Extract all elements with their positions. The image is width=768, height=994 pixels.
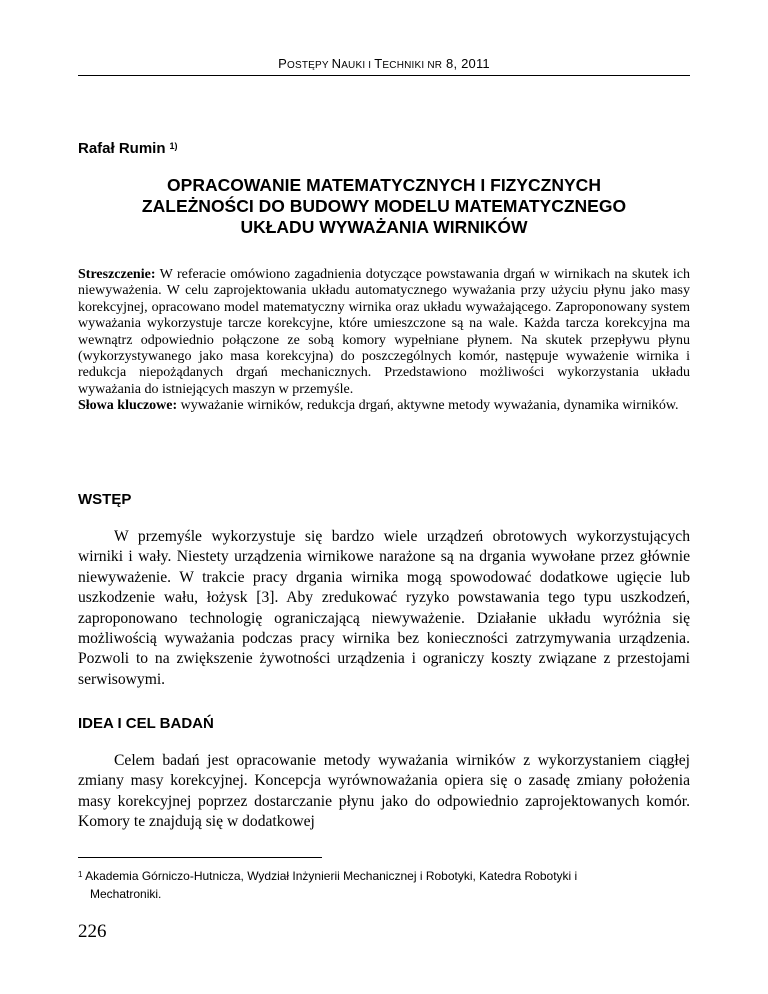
page-number: 226 (78, 921, 107, 942)
title-line: OPRACOWANIE MATEMATYCZNYCH I FIZYCZNYCH (167, 175, 601, 195)
keywords-text: wyważanie wirników, redukcja drgań, aktywne metody wyważania, dynamika wirników. (177, 398, 679, 414)
section-heading-aim: IDEA I CEL BADAŃ (78, 715, 214, 732)
running-head-issue: 8, 2011 (442, 56, 490, 71)
title-line: ZALEŻNOŚCI DO BUDOWY MODELU MATEMATYCZNEGO (141, 196, 627, 216)
running-head-smallcaps: AUKI I (341, 60, 375, 71)
section-heading-intro: WSTĘP (78, 491, 132, 508)
section-paragraph-aim: Celem badań jest opracowanie metody wyważania wirników z wykorzystaniem ciągłej zmiany masy korekcyjnej. Koncepcja wyrównoważania opiera się o zasadę zmiany położenia masy korekcyjnej poprzez dostarczanie płynu jako do odpowiednio zaprojektowanych komór. Komory te znajdują się w dodatkowej (78, 752, 690, 831)
paper-title (78, 175, 690, 238)
footnote (78, 868, 690, 902)
abstract-label: Streszczenie: (78, 267, 156, 282)
footnote-text: Akademia Górniczo-Hutnicza, Wydział Inżynierii Mechanicznej i Robotyki, Katedra Robotyki i (82, 869, 578, 883)
running-head-initial: T (374, 56, 383, 71)
section-paragraph-intro: W przemyśle wykorzystuje się bardzo wiele urządzeń obrotowych wykorzystujących wirniki i wały. Niestety urządzenia wirnikowe narażone są na drgania wywołane przez głównie niewyważenie. W trakcie pracy drgania wirnika mogą spowodować dodatkowe ugięcie lub uszkodzenie wału, łożysk [3]. Aby zredukować ryzyko powstawania tego typu uszkodzeń, zaproponowano technologię ograniczającą niewyważenie. Działanie układu wyróżnia się możliwością wyważania podczas pracy wirnika bez konieczności zatrzymywania urządzenia. Pozwoli to na zwiększenie żywotności urządzenia i ograniczy koszty związane z przestojami serwisowymi. (78, 528, 690, 688)
keywords-label: Słowa kluczowe: (78, 398, 178, 414)
running-head-smallcaps: ECHNIKI NR (382, 60, 443, 71)
running-head-initial: N (331, 56, 342, 71)
author (78, 140, 178, 157)
author-name: Rafał Rumin (78, 140, 166, 157)
footnote-mark: 1 (78, 870, 83, 879)
header-rule (78, 75, 690, 76)
footnote-text-cont: Mechatroniki. (90, 887, 162, 901)
footnote-rule (78, 857, 322, 858)
title-line: UKŁADU WYWAŻANIA WIRNIKÓW (240, 217, 528, 237)
abstract-text: W referacie omówiono zagadnienia dotyczące powstawania drgań w wirnikach na skutek ich niewyważenia. W celu zaprojektowania układu automatycznego wyważania przy użyciu płynu jako masy korekcyjnej, opracowano model matematyczny wirnika oraz układu wyważającego. Zaproponowany system wyważania wykorzystuje tarcze korekcyjne, które umieszczone są na wale. Każda tarcza korekcyjna ma wewnątrz odpowiednio połączone ze sobą komory wypełniane płynem. Na skutek przepływu płynu (wykorzystywanego jako masa korekcyjna) do poszczególnych komór, następuje wyważenie wirnika i redukcja niepożądanych drgań mechanicznych. Przedstawiono możliwości wykorzystania układu wyważania do istniejących maszyn w przemyśle. (78, 267, 690, 397)
running-head-initial: P (278, 56, 288, 71)
affiliation-mark: 1) (169, 141, 178, 151)
abstract (78, 267, 690, 415)
running-head-smallcaps: OSTĘPY (287, 60, 332, 71)
running-head (78, 56, 690, 71)
